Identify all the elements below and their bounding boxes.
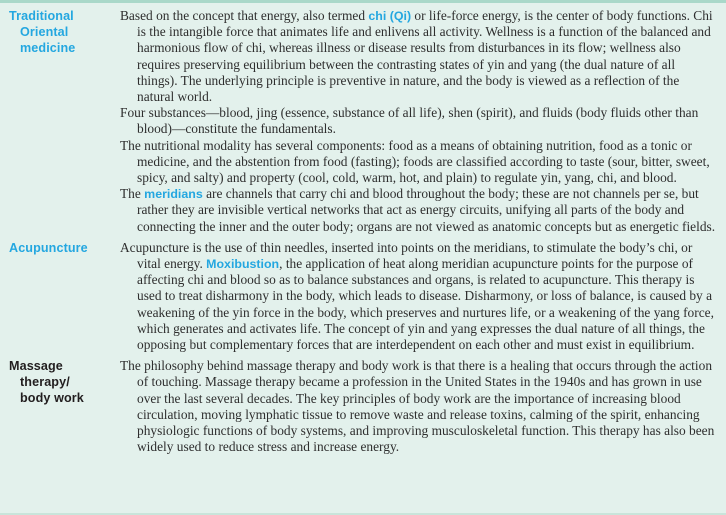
term-cell [0,358,120,406]
text-run: Based on the concept that energy, also termed [120,8,369,23]
definition-paragraph [120,240,718,353]
table-row [0,8,726,235]
definition-paragraph [120,358,718,455]
text-run: The [120,186,145,202]
term-cell [0,8,120,56]
term-label: Oriental [20,25,69,39]
definition-paragraph [120,105,718,137]
definition-paragraph [120,138,718,187]
text-run: Four substances—blood, jing (essence, substance of all life), shen (spirit), and fluids (body fluids other than blood)—constitute the fundamentals. [120,105,699,137]
definition-cell [120,240,726,353]
definition-paragraph [120,8,718,105]
highlighted-term: Moxibustion [206,257,280,272]
text-run: Acupuncture is the use of thin needles, inserted into points on the meridians, to stimulate the body’s chi, or vital energy. [120,239,693,272]
definition-cell [120,358,726,455]
table-row [0,358,726,455]
table-row [0,240,726,353]
term-label: Traditional [9,9,74,23]
text-run: or life-force energy, is the center of body functions. Chi is the intangible force that animates life and enlivens all activity. Wellness is a function of the balanced and harmonious flow of chi, whereas illness or disease results from disturbances in its flow; wellness also requires preserving equilibrium between the contrasting states of yin and yang (the dual nature of all things). The underlying principle is preventive in nature, and the body is viewed as a reflection of the natural world. [137,8,713,105]
text-run: The nutritional modality has several components: food as a means of obtaining nutrition, food as a tonic or medicine, and the abstention from food (fasting); foods are classified according to taste (sour, bitter, sweet, spicy, and salty) and property (cool, cold, warm, hot, and plain) to regulate yin, yang, chi, and blood. [120,137,710,186]
definition-paragraph [120,186,718,235]
text-run: are channels that carry chi and blood throughout the body; these are not channels per se, but rather they are invisible vertical networks that act as energy circuits, unifying all parts of the body and connecting the inner and the outer body; organs are not viewed as anatomic concepts but as energetic fields. [137,186,716,234]
definition-cell [120,8,726,235]
term-label: Massage [9,359,63,374]
term-label: body work [20,391,84,406]
term-label: Acupuncture [9,240,88,255]
text-run: , the application of heat along meridian acupuncture points for the purpose of affecting chi and blood so as to balance substances and organs, is related to acupuncture. This therapy is used to treat disharmony in the body, which leads to disease. Disharmony, or loss of balance, is caused by a weakening of the yin force in the body, which preserves and nurtures life, or a weakening of the yang force, which generates and activates life. The concept of yin and yang expresses the dual nature of all things, the opposing but complementary forces that are interdependent on each other and must exist in equilibrium. [137,256,714,353]
term-label: therapy/ [20,375,70,390]
highlighted-term: meridians [144,187,203,202]
text-run: The philosophy behind massage therapy and body work is that there is a healing that occurs through the action of touching. Massage therapy became a profession in the United States in the 1940s and has grown in use over the last several decades. The key principles of body work are the importance of increasing blood circulation, moving lymphatic tissue to remove waste and release toxins, calming of the spirit, enhancing physiologic functions of body systems, and improving musculoskeletal function. This therapy has also been widely used to reduce stress and increase energy. [120,358,715,455]
highlighted-term: chi (Qi) [368,9,412,23]
term-cell [0,240,120,256]
term-label: medicine [20,41,76,55]
